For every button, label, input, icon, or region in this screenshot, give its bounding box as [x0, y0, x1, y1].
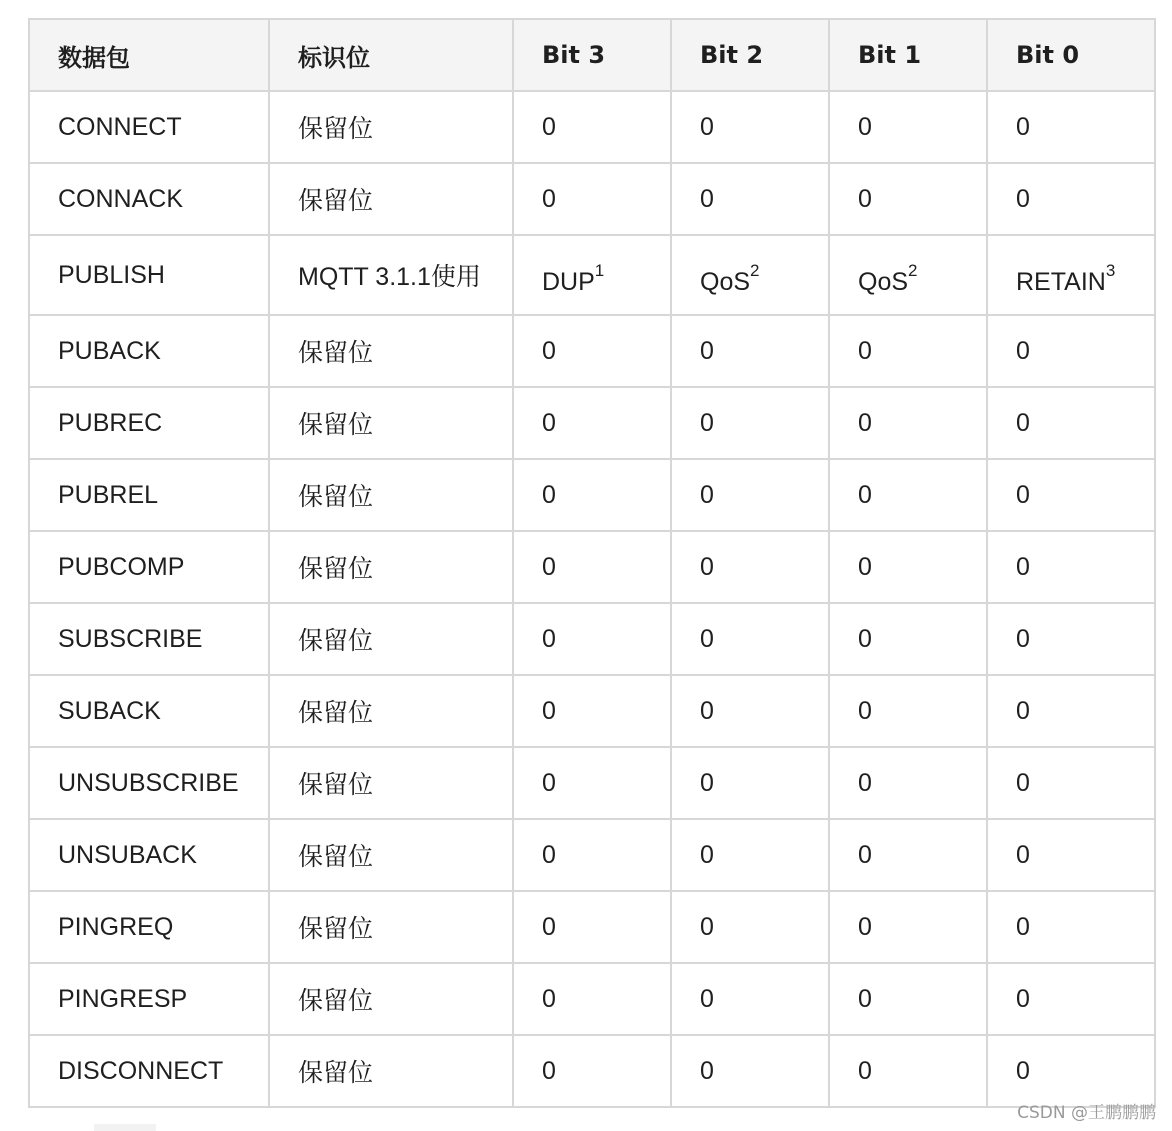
- bit3-cell: 0: [513, 819, 671, 891]
- bit3-cell: 0: [513, 387, 671, 459]
- flag-name: RETAIN$^3$: [1016, 261, 1116, 296]
- bit1-cell: 0: [829, 891, 987, 963]
- bit0-cell: 0: [987, 819, 1155, 891]
- bit1-cell: 0: [829, 819, 987, 891]
- table-row: [29, 891, 1155, 963]
- header-bit2: Bit 2: [671, 19, 829, 91]
- bit2-cell: 0: [671, 1035, 829, 1107]
- bit1-cell: 0: [829, 603, 987, 675]
- flag-cell: 保留位: [269, 603, 513, 675]
- bit0-cell: 0: [987, 387, 1155, 459]
- flag-cell: 保留位: [269, 387, 513, 459]
- packet-cell: PUBLISH: [29, 235, 269, 315]
- bit3-cell: 0: [513, 531, 671, 603]
- table-row: [29, 163, 1155, 235]
- flag-cell: 保留位: [269, 459, 513, 531]
- flag-cell: 保留位: [269, 675, 513, 747]
- bit2-cell: 0: [671, 459, 829, 531]
- header-bit0: Bit 0: [987, 19, 1155, 91]
- flag-cell: 保留位: [269, 819, 513, 891]
- bit2-cell: 0: [671, 163, 829, 235]
- packet-cell: PUBREC: [29, 387, 269, 459]
- bit0-cell: 0: [987, 675, 1155, 747]
- bit0-cell: 0: [987, 1035, 1155, 1107]
- flag-name: QoS$^2$: [858, 261, 918, 296]
- bit1-cell: 0: [829, 675, 987, 747]
- header-bit3: Bit 3: [513, 19, 671, 91]
- bit0-cell: 0: [987, 315, 1155, 387]
- packet-cell: SUBACK: [29, 675, 269, 747]
- flag-cell: 保留位: [269, 531, 513, 603]
- footnote-marker: 2: [908, 261, 918, 281]
- footnote-marker: 1: [594, 261, 605, 281]
- bit1-cell: [829, 235, 987, 315]
- table-row: [29, 963, 1155, 1035]
- bit0-cell: 0: [987, 91, 1155, 163]
- bit2-cell: 0: [671, 603, 829, 675]
- bit2-cell: 0: [671, 387, 829, 459]
- flag-cell: 保留位: [269, 891, 513, 963]
- table-row: [29, 315, 1155, 387]
- packet-cell: PINGRESP: [29, 963, 269, 1035]
- packet-cell: PUBACK: [29, 315, 269, 387]
- table-header-row: [29, 19, 1155, 91]
- bit3-cell: 0: [513, 603, 671, 675]
- bit1-cell: 0: [829, 163, 987, 235]
- bit1-cell: 0: [829, 963, 987, 1035]
- flag-cell: 保留位: [269, 315, 513, 387]
- footnote-marker: 2: [750, 261, 760, 281]
- flag-cell: MQTT 3.1.1使用: [269, 235, 513, 315]
- bit3-cell: [513, 235, 671, 315]
- bit1-cell: 0: [829, 531, 987, 603]
- bit2-cell: 0: [671, 963, 829, 1035]
- bit1-cell: 0: [829, 91, 987, 163]
- flag-cell: 保留位: [269, 1035, 513, 1107]
- bit2-cell: 0: [671, 91, 829, 163]
- table-body: [29, 91, 1155, 1107]
- packet-cell: UNSUBSCRIBE: [29, 747, 269, 819]
- flag-cell: 保留位: [269, 163, 513, 235]
- table-row: [29, 531, 1155, 603]
- bit2-cell: 0: [671, 891, 829, 963]
- mqtt-flags-table: [28, 18, 1156, 1108]
- flag-cell: 保留位: [269, 963, 513, 1035]
- footer-code-fragment: [94, 1124, 156, 1131]
- bit3-cell: 0: [513, 891, 671, 963]
- bit0-cell: [987, 235, 1155, 315]
- header-flag: 标识位: [269, 19, 513, 91]
- table-row: [29, 819, 1155, 891]
- header-bit1: Bit 1: [829, 19, 987, 91]
- bit3-cell: 0: [513, 91, 671, 163]
- bit0-cell: 0: [987, 891, 1155, 963]
- table-row: [29, 387, 1155, 459]
- packet-cell: PUBCOMP: [29, 531, 269, 603]
- table-row: [29, 675, 1155, 747]
- table-row: [29, 91, 1155, 163]
- bit3-cell: 0: [513, 963, 671, 1035]
- flag-name: DUP$^1$: [542, 261, 605, 296]
- flag-cell: 保留位: [269, 91, 513, 163]
- bit2-cell: 0: [671, 747, 829, 819]
- bit0-cell: 0: [987, 603, 1155, 675]
- bit3-cell: 0: [513, 459, 671, 531]
- flag-cell: 保留位: [269, 747, 513, 819]
- watermark: CSDN @王鹏鹏鹏: [1017, 1103, 1156, 1123]
- bit1-cell: 0: [829, 315, 987, 387]
- bit2-cell: 0: [671, 531, 829, 603]
- bit1-cell: 0: [829, 387, 987, 459]
- bit3-cell: 0: [513, 1035, 671, 1107]
- table-row: [29, 235, 1155, 315]
- table-row: [29, 747, 1155, 819]
- packet-cell: SUBSCRIBE: [29, 603, 269, 675]
- flag-name: QoS$^2$: [700, 261, 760, 296]
- table-row: [29, 1035, 1155, 1107]
- bit3-cell: 0: [513, 163, 671, 235]
- bit2-cell: 0: [671, 675, 829, 747]
- packet-cell: DISCONNECT: [29, 1035, 269, 1107]
- mqtt-flags-table-container: [28, 18, 1154, 1108]
- packet-cell: PUBREL: [29, 459, 269, 531]
- bit1-cell: 0: [829, 459, 987, 531]
- packet-cell: CONNECT: [29, 91, 269, 163]
- bit1-cell: 0: [829, 1035, 987, 1107]
- bit2-cell: 0: [671, 819, 829, 891]
- footnote-marker: 3: [1105, 261, 1116, 281]
- bit0-cell: 0: [987, 163, 1155, 235]
- table-row: [29, 459, 1155, 531]
- header-packet: 数据包: [29, 19, 269, 91]
- packet-cell: PINGREQ: [29, 891, 269, 963]
- packet-cell: CONNACK: [29, 163, 269, 235]
- bit3-cell: 0: [513, 747, 671, 819]
- bit0-cell: 0: [987, 963, 1155, 1035]
- bit1-cell: 0: [829, 747, 987, 819]
- bit0-cell: 0: [987, 747, 1155, 819]
- bit2-cell: [671, 235, 829, 315]
- bit0-cell: 0: [987, 531, 1155, 603]
- bit2-cell: 0: [671, 315, 829, 387]
- bit3-cell: 0: [513, 315, 671, 387]
- table-row: [29, 603, 1155, 675]
- bit0-cell: 0: [987, 459, 1155, 531]
- packet-cell: UNSUBACK: [29, 819, 269, 891]
- bit3-cell: 0: [513, 675, 671, 747]
